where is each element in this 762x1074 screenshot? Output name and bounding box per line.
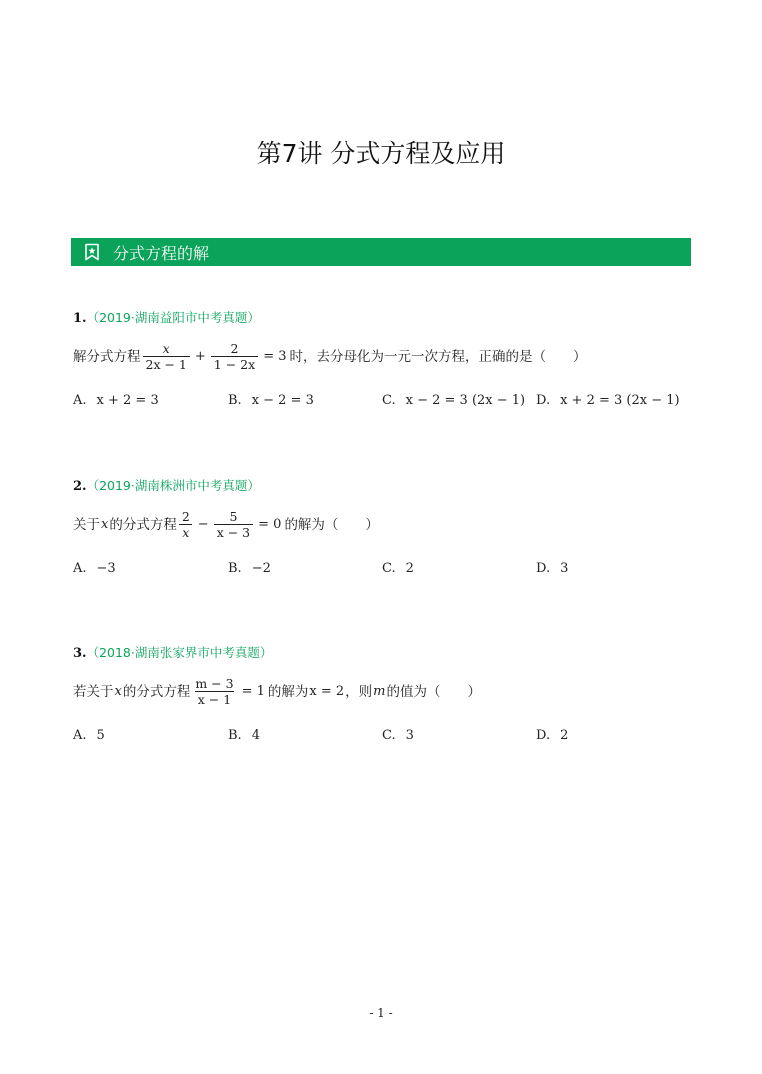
option-value: 2 [405,561,414,576]
question-1 [73,309,693,408]
fraction-denominator: x [179,524,192,540]
question-header [73,644,693,663]
option-label: D. [536,728,551,743]
option-label: B. [228,728,242,743]
fraction [143,341,190,372]
question-number: 3. [73,646,87,661]
math-operator: + [194,348,206,364]
question-header [73,477,693,496]
option-label: B. [228,393,242,408]
option-value: −3 [96,561,116,576]
stem-text: 若关于 [73,683,114,700]
stem-text: ，则 [345,683,373,700]
math-condition: x = 2 [309,683,345,699]
stem-text: 的分式方程 [122,683,191,700]
math-equals: = 3 [263,348,287,364]
option-value: x − 2 = 3 (2x − 1) [405,393,526,408]
option-label: B. [228,561,242,576]
fraction-denominator: 2x − 1 [143,356,190,372]
question-3 [73,644,693,743]
page-title: 第7讲 分式方程及应用 [256,139,506,168]
math-equals: = 0 [258,516,282,532]
fraction-numerator: 2 [230,341,239,356]
fraction-numerator: m − 3 [195,676,234,691]
option-value: −2 [251,561,271,576]
question-stem [73,509,379,540]
math-variable: x [101,516,109,532]
fraction [211,341,258,372]
option-label: C. [382,393,396,408]
option-c[interactable] [382,393,525,408]
option-a[interactable] [73,393,159,408]
fraction [179,509,193,540]
option-b[interactable] [228,561,271,576]
option-d[interactable] [536,561,568,576]
stem-text: 的分式方程 [109,516,177,533]
section-header [71,238,691,266]
option-value: 4 [251,728,260,743]
option-value: x + 2 = 3 [96,393,159,408]
option-d[interactable] [536,393,680,408]
option-value: 2 [560,728,569,743]
math-variable: x [114,683,122,699]
question-header [73,309,693,328]
option-label: A. [73,728,87,743]
option-d[interactable] [536,728,568,743]
option-a[interactable] [73,561,116,576]
option-c[interactable] [382,561,414,576]
answer-options [73,561,693,579]
option-label: A. [73,393,87,408]
option-b[interactable] [228,393,314,408]
option-value: x − 2 = 3 [251,393,314,408]
question-source: （2019·湖南益阳市中考真题） [86,310,260,325]
stem-text: 时，去分母化为一元一次方程，正确的是（ ） [289,348,587,365]
section-title: 分式方程的解 [113,243,210,263]
stem-text: 的解为（ ） [284,516,379,533]
option-b[interactable] [228,728,260,743]
answer-options [73,728,693,746]
option-label: C. [382,561,396,576]
option-label: A. [73,561,87,576]
answer-options [73,393,693,411]
fraction-denominator: 1 − 2x [211,356,258,372]
fraction-denominator: x − 3 [214,524,253,540]
question-number: 1. [73,311,87,326]
stem-text: 的解为 [267,683,309,700]
question-number: 2. [73,479,87,494]
stem-text: 的值为（ ） [386,683,481,700]
stem-text: 关于 [73,516,100,533]
option-value: x + 2 = 3 (2x − 1) [560,393,680,408]
bookmark-star-icon [83,243,101,261]
fraction [192,676,236,707]
question-2 [73,477,693,576]
question-stem [73,341,586,372]
option-a[interactable] [73,728,105,743]
math-variable: m [373,683,386,699]
option-value: 3 [405,728,414,743]
fraction-numerator: 5 [229,509,238,524]
option-value: 3 [560,561,569,576]
math-operator: − [197,516,209,532]
fraction-denominator: x − 1 [195,691,234,707]
fraction [214,509,253,540]
option-label: C. [382,728,396,743]
option-label: D. [536,561,551,576]
page-number: - 1 - [369,1006,393,1020]
option-label: D. [536,393,551,408]
fraction-numerator: x [162,341,170,356]
question-source: （2018·湖南张家界市中考真题） [86,645,273,660]
question-source: （2019·湖南株洲市中考真题） [86,478,260,493]
option-c[interactable] [382,728,414,743]
fraction-numerator: 2 [181,509,190,524]
stem-text: 解分式方程 [73,348,141,365]
option-value: 5 [96,728,105,743]
math-equals: = 1 [241,683,265,699]
question-stem [73,676,481,707]
